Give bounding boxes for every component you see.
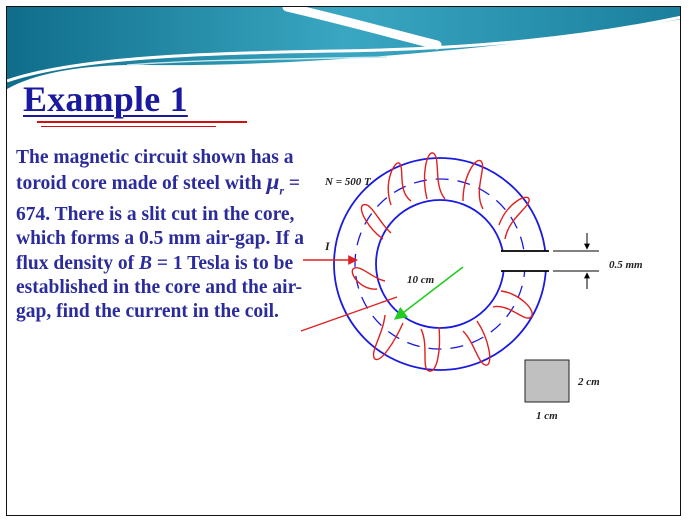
cross-section-square xyxy=(525,360,569,402)
mu-subscript: r xyxy=(279,183,285,198)
toroid-inner-edge xyxy=(376,200,504,328)
air-gap xyxy=(497,251,552,271)
permeability-symbol xyxy=(266,169,285,198)
problem-statement xyxy=(16,146,316,325)
mu-symbol: μ xyxy=(266,169,280,195)
problem-text-3: = 1 Tesla is to be established in the core and the air-gap, find the current in the coil. xyxy=(16,252,302,323)
problem-text-2: = 674. There is a slit cut in the core, which forms a 0.5 mm air-gap. If a flux density of xyxy=(16,173,304,274)
turns-label: N = 500 T xyxy=(325,176,371,188)
current-label: I xyxy=(325,239,330,253)
problem-text-1: The magnetic circuit shown has a toroid core made of steel with xyxy=(16,147,294,195)
title-underline-secondary xyxy=(41,126,216,127)
slide xyxy=(6,6,681,516)
radius-label: 10 cm xyxy=(407,274,435,286)
gap-label: 0.5 mm xyxy=(609,259,643,271)
slide-title: Example 1 xyxy=(23,79,188,119)
title-underline xyxy=(37,121,247,123)
cross-section-width-label: 1 cm xyxy=(536,410,558,422)
toroid-diagram xyxy=(287,147,647,427)
cross-section-height-label: 2 cm xyxy=(578,376,600,388)
flux-density-symbol: B xyxy=(138,252,152,274)
